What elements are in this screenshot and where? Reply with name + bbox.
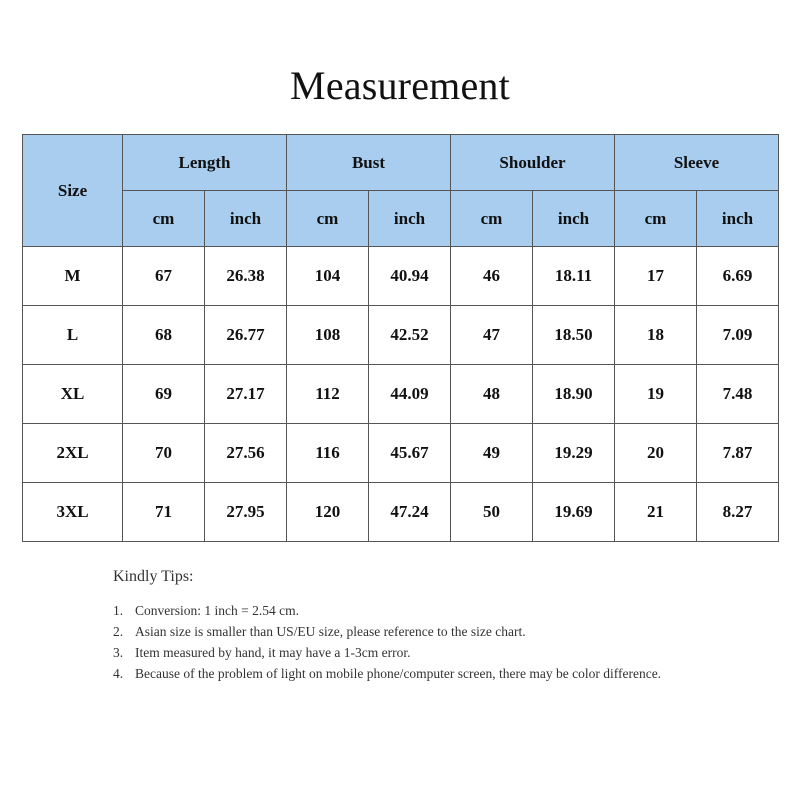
table-row [23, 365, 779, 424]
table-cell: 17 [615, 247, 697, 306]
table-cell: 26.38 [205, 247, 287, 306]
table-cell: 112 [287, 365, 369, 424]
table-cell: 104 [287, 247, 369, 306]
size-header: Size [23, 135, 123, 247]
tips-list [113, 600, 673, 684]
table-cell: 42.52 [369, 306, 451, 365]
unit-header: cm [451, 191, 533, 247]
table-cell: 26.77 [205, 306, 287, 365]
table-cell: 108 [287, 306, 369, 365]
table-cell: 27.95 [205, 483, 287, 542]
group-header-shoulder: Shoulder [451, 135, 615, 191]
unit-header: cm [287, 191, 369, 247]
unit-header: cm [123, 191, 205, 247]
table-cell: 18.90 [533, 365, 615, 424]
tip-number: 1. [113, 603, 124, 618]
table-row [23, 483, 779, 542]
group-header-sleeve: Sleeve [615, 135, 779, 191]
table-cell: 21 [615, 483, 697, 542]
table-cell: 6.69 [697, 247, 779, 306]
table-cell: 18 [615, 306, 697, 365]
tip-number: 3. [113, 645, 124, 660]
table-cell: 70 [123, 424, 205, 483]
table-cell: 71 [123, 483, 205, 542]
list-item [113, 663, 673, 684]
size-cell: XL [23, 365, 123, 424]
tip-number: 2. [113, 624, 124, 639]
table-cell: 19.69 [533, 483, 615, 542]
table-header-row-groups [23, 135, 779, 191]
list-item [113, 621, 673, 642]
table-cell: 19 [615, 365, 697, 424]
tip-text: Item measured by hand, it may have a 1-3cm error. [135, 645, 411, 660]
size-cell: 2XL [23, 424, 123, 483]
tip-text: Conversion: 1 inch = 2.54 cm. [135, 603, 299, 618]
table-cell: 7.87 [697, 424, 779, 483]
table-cell: 44.09 [369, 365, 451, 424]
table-cell: 67 [123, 247, 205, 306]
table-cell: 68 [123, 306, 205, 365]
list-item [113, 600, 673, 621]
table-row [23, 424, 779, 483]
table-cell: 18.50 [533, 306, 615, 365]
size-chart-table [22, 134, 779, 542]
table-cell: 47 [451, 306, 533, 365]
size-cell: 3XL [23, 483, 123, 542]
kindly-tips [113, 568, 673, 684]
unit-header: inch [697, 191, 779, 247]
table-cell: 27.56 [205, 424, 287, 483]
table-cell: 40.94 [369, 247, 451, 306]
table-cell: 116 [287, 424, 369, 483]
table-cell: 8.27 [697, 483, 779, 542]
unit-header: inch [533, 191, 615, 247]
table-header-row-units [23, 191, 779, 247]
table-cell: 7.09 [697, 306, 779, 365]
unit-header: inch [369, 191, 451, 247]
table-cell: 47.24 [369, 483, 451, 542]
table-cell: 49 [451, 424, 533, 483]
size-cell: M [23, 247, 123, 306]
page-title: Measurement [290, 63, 510, 108]
table-row [23, 247, 779, 306]
table-cell: 46 [451, 247, 533, 306]
table-cell: 45.67 [369, 424, 451, 483]
table-cell: 27.17 [205, 365, 287, 424]
table-cell: 7.48 [697, 365, 779, 424]
table-cell: 20 [615, 424, 697, 483]
group-header-bust: Bust [287, 135, 451, 191]
table-cell: 50 [451, 483, 533, 542]
tips-title: Kindly Tips: [113, 568, 194, 585]
table-row [23, 306, 779, 365]
tip-text: Because of the problem of light on mobile phone/computer screen, there may be color difference. [135, 666, 662, 681]
unit-header: inch [205, 191, 287, 247]
group-header-length: Length [123, 135, 287, 191]
table-cell: 18.11 [533, 247, 615, 306]
table-cell: 48 [451, 365, 533, 424]
size-cell: L [23, 306, 123, 365]
table-cell: 120 [287, 483, 369, 542]
unit-header: cm [615, 191, 697, 247]
tip-text: Asian size is smaller than US/EU size, please reference to the size chart. [135, 624, 526, 639]
table-cell: 69 [123, 365, 205, 424]
table-cell: 19.29 [533, 424, 615, 483]
list-item [113, 642, 673, 663]
tip-number: 4. [113, 666, 124, 681]
